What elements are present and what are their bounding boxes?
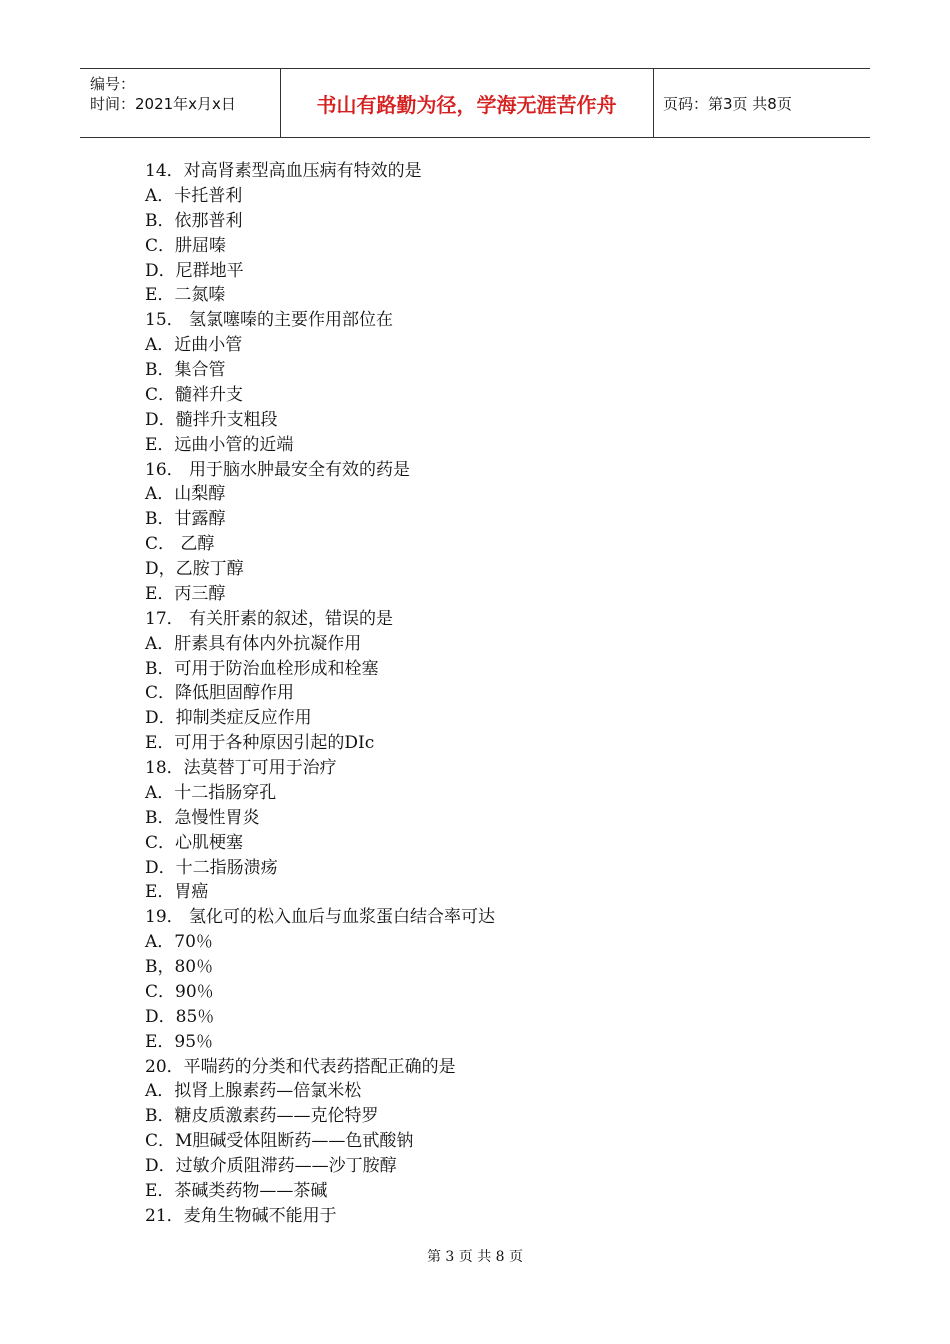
document-number-label: 编号： bbox=[90, 75, 136, 93]
text-line: E．远曲小管的近端 bbox=[145, 434, 294, 455]
text-line: 16． 用于脑水肿最安全有效的药是 bbox=[145, 459, 411, 480]
text-line: E．茶碱类药物——茶碱 bbox=[145, 1180, 328, 1201]
text-line: A．70％ bbox=[145, 932, 213, 953]
text-line: 19． 氢化可的松入血后与血浆蛋白结合率可达 bbox=[145, 907, 496, 928]
text-line: B．急慢性胃炎 bbox=[145, 807, 260, 828]
text-line: C．M胆碱受体阻断药——色甙酸钠 bbox=[145, 1131, 414, 1152]
page-footer: 第 3 页 共 8 页 bbox=[426, 1249, 524, 1265]
text-line: D，乙胺丁醇 bbox=[145, 559, 244, 579]
text-line: A．肝素具有体内外抗凝作用 bbox=[145, 633, 362, 654]
text-line: D．过敏介质阻滞药——沙丁胺醇 bbox=[145, 1156, 397, 1176]
text-line: A．山梨醇 bbox=[145, 484, 226, 505]
text-line: D．85％ bbox=[145, 1006, 215, 1027]
document-date-label: 时间：2021年x月x日 bbox=[90, 95, 236, 113]
header-page-info: 页码：第3页 共8页 bbox=[663, 95, 792, 113]
text-line: E．二氮嗪 bbox=[145, 285, 226, 306]
text-line: 20．平喘药的分类和代表药搭配正确的是 bbox=[145, 1056, 456, 1077]
text-line: 14．对高肾素型高血压病有特效的是 bbox=[145, 161, 422, 181]
header-right-cell bbox=[653, 69, 870, 137]
text-line: D．髓拌升支粗段 bbox=[145, 409, 278, 430]
text-line: B．糖皮质激素药——克伦特罗 bbox=[145, 1106, 379, 1127]
text-line: B．集合管 bbox=[145, 360, 226, 380]
question-content bbox=[145, 159, 845, 1229]
text-line: 15． 氢氯噻嗪的主要作用部位在 bbox=[145, 310, 394, 331]
page-header bbox=[80, 68, 870, 138]
text-line: C．90％ bbox=[145, 981, 214, 1002]
text-line: C．降低胆固醇作用 bbox=[145, 683, 295, 704]
header-middle-cell bbox=[280, 69, 654, 137]
text-line: E．95％ bbox=[145, 1031, 214, 1052]
text-line: C．肼屈嗪 bbox=[145, 235, 227, 256]
text-line: D．尼群地平 bbox=[145, 260, 244, 281]
text-line: 18．法莫替丁可用于治疗 bbox=[145, 758, 337, 778]
text-line: C．心肌梗塞 bbox=[145, 832, 244, 853]
header-left-cell bbox=[80, 69, 281, 137]
text-line: E．可用于各种原因引起的DIc bbox=[145, 733, 375, 754]
text-line: B．可用于防治血栓形成和栓塞 bbox=[145, 658, 379, 679]
text-line: 17． 有关肝素的叙述，错误的是 bbox=[145, 608, 394, 629]
text-line: A．卡托普利 bbox=[145, 185, 243, 206]
text-line: B．依那普利 bbox=[145, 210, 243, 231]
text-line: A．拟肾上腺素药—倍氯米松 bbox=[145, 1081, 362, 1102]
text-line: D．抑制类症反应作用 bbox=[145, 708, 312, 729]
text-line: A．近曲小管 bbox=[145, 335, 243, 356]
text-line: C．髓袢升支 bbox=[145, 384, 244, 405]
text-line: B，80％ bbox=[145, 957, 214, 977]
text-line: E．丙三醇 bbox=[145, 583, 226, 604]
text-line: A．十二指肠穿孔 bbox=[145, 782, 277, 803]
text-line: B．甘露醇 bbox=[145, 509, 226, 530]
header-motto: 书山有路勤为径，学海无涯苦作舟 bbox=[316, 93, 617, 117]
text-line: 21．麦角生物碱不能用于 bbox=[145, 1205, 337, 1226]
text-line: C． 乙醇 bbox=[145, 534, 215, 555]
text-line: E．胃癌 bbox=[145, 882, 209, 903]
text-line: D．十二指肠溃疡 bbox=[145, 857, 278, 878]
